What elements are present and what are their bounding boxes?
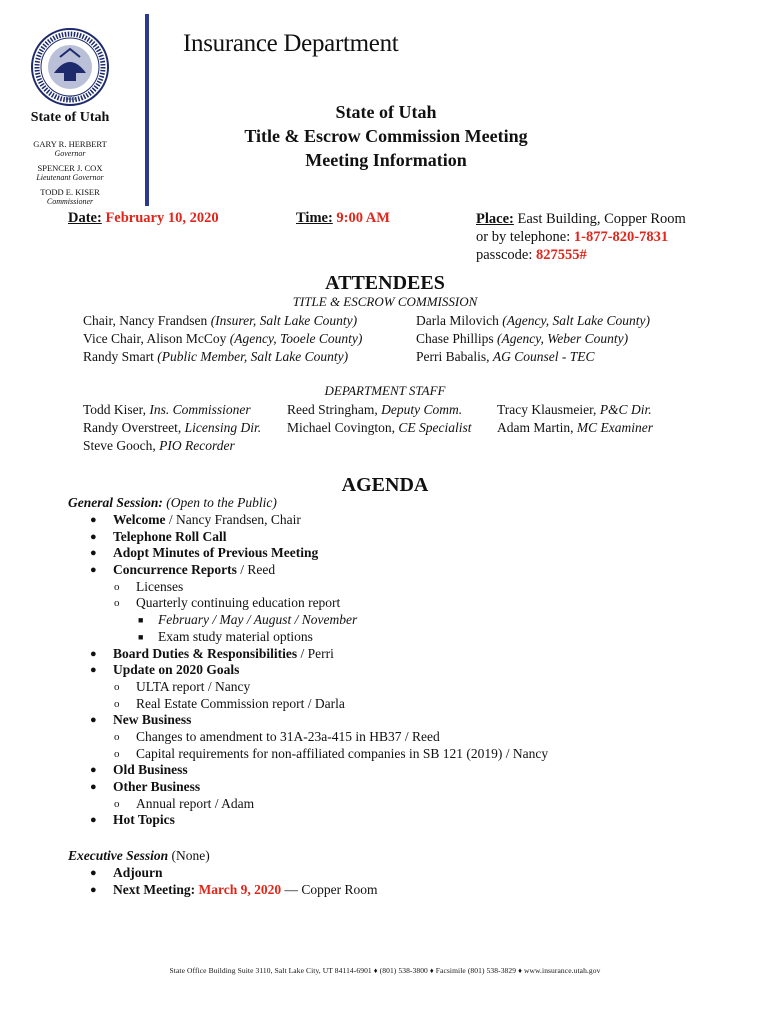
staff-column-2 bbox=[287, 401, 472, 437]
agenda-item-title: Old Business bbox=[113, 762, 188, 778]
executive-session-label bbox=[68, 848, 210, 865]
attendee-name: Adam Martin, bbox=[497, 420, 574, 435]
attendee-name: Todd Kiser, bbox=[83, 402, 147, 417]
agenda-item-title: Other Business bbox=[113, 779, 201, 794]
bullet-icon: ● bbox=[90, 530, 97, 543]
attendee-name: Perri Babalis, bbox=[416, 349, 490, 364]
attendee bbox=[287, 401, 472, 419]
agenda-item-presenter: / Reed bbox=[236, 562, 276, 578]
attendee-name: Chase Phillips bbox=[416, 331, 494, 346]
attendee bbox=[287, 419, 472, 437]
bullet-icon: ● bbox=[90, 867, 97, 879]
phone-number: 1-877-820-7831 bbox=[573, 229, 669, 245]
official-lieutenant-governor bbox=[18, 163, 122, 183]
department-title: Insurance Department bbox=[183, 30, 399, 57]
time-value: 9:00 AM bbox=[336, 210, 390, 226]
attendee-role: (Agency, Salt Lake County) bbox=[502, 313, 650, 328]
meeting-heading-line3: Meeting Information bbox=[305, 150, 467, 170]
bullet-icon: ● bbox=[90, 647, 97, 660]
executive-session-note: (None) bbox=[171, 848, 210, 863]
attendee-role: (Public Member, Salt Lake County) bbox=[157, 349, 349, 364]
attendee bbox=[416, 312, 650, 330]
agenda-item-text bbox=[113, 712, 191, 729]
attendees-heading: ATTENDEES bbox=[325, 272, 445, 294]
place-value: East Building, Copper Room bbox=[517, 211, 686, 227]
agenda-item-title: Adopt Minutes of Previous Meeting bbox=[113, 545, 319, 561]
agenda-item-title: Update on 2020 Goals bbox=[113, 662, 240, 678]
bullet-icon: ● bbox=[90, 714, 97, 727]
circle-bullet-icon: o bbox=[114, 597, 120, 610]
agenda-item-title: Concurrence Reports bbox=[113, 562, 237, 578]
official-governor bbox=[18, 139, 122, 159]
date-value: February 10, 2020 bbox=[105, 210, 219, 226]
attendee-name: Darla Milovich bbox=[416, 313, 499, 328]
phone-prefix: or by telephone: bbox=[476, 229, 571, 245]
attendee-role: (Agency, Tooele County) bbox=[229, 331, 363, 346]
attendee-role: CE Specialist bbox=[398, 420, 472, 435]
attendee bbox=[83, 330, 362, 348]
circle-bullet-icon: o bbox=[114, 580, 120, 593]
agenda-item-title: Hot Topics bbox=[113, 812, 175, 828]
commission-heading: TITLE & ESCROW COMMISSION bbox=[292, 294, 478, 309]
official-role: Commissioner bbox=[46, 197, 94, 206]
attendee-role: AG Counsel - TEC bbox=[492, 349, 595, 364]
meeting-date bbox=[68, 210, 219, 227]
state-seal-logo bbox=[30, 27, 110, 107]
meeting-heading-line2: Title & Escrow Commission Meeting bbox=[244, 126, 528, 146]
meeting-heading bbox=[210, 100, 562, 172]
bullet-icon: ● bbox=[90, 883, 97, 896]
agenda-item-text bbox=[113, 562, 275, 579]
agenda-item-title: Welcome bbox=[113, 512, 166, 527]
official-name: TODD E. KISER bbox=[40, 187, 100, 197]
executive-session-title: Executive Session bbox=[68, 848, 169, 863]
attendee bbox=[83, 419, 261, 437]
staff-column-3 bbox=[497, 401, 653, 437]
attendee bbox=[83, 348, 362, 366]
agenda-item-text bbox=[113, 529, 227, 546]
agenda-subitem-text: Capital requirements for non-affiliated companies in SB 121 (2019) / Nancy bbox=[136, 745, 549, 761]
agenda-subitem-text: February / May / August / November bbox=[158, 612, 358, 628]
adjourn-item: Adjourn bbox=[113, 865, 163, 880]
attendee-role: PIO Recorder bbox=[159, 438, 235, 453]
next-meeting-date: March 9, 2020 bbox=[198, 881, 282, 897]
official-role: Lieutenant Governor bbox=[36, 173, 104, 182]
general-session-title: General Session: bbox=[68, 495, 163, 510]
footer-contact: State Office Building Suite 3110, Salt Lake City, UT 84114-6901 ♦ (801) 538-3800 ♦ Facsimile (801) 538-3829 ♦ www.insurance.utah.gov bbox=[169, 966, 601, 975]
bullet-icon: ● bbox=[90, 514, 97, 526]
attendee bbox=[497, 401, 653, 419]
agenda-subitem-text: Licenses bbox=[136, 578, 184, 594]
attendee bbox=[83, 312, 362, 330]
state-label: State of Utah bbox=[30, 110, 110, 125]
agenda-subitem-text: ULTA report / Nancy bbox=[136, 678, 251, 694]
official-name: GARY R. HERBERT bbox=[33, 139, 107, 149]
bullet-icon: ● bbox=[90, 547, 97, 560]
circle-bullet-icon: o bbox=[114, 797, 120, 810]
agenda-item-presenter: / Perri bbox=[297, 645, 334, 661]
circle-bullet-icon: o bbox=[114, 730, 120, 743]
attendee-role: MC Examiner bbox=[576, 420, 653, 435]
attendee-name: Tracy Klausmeier, bbox=[497, 402, 597, 417]
agenda-item-title: Telephone Roll Call bbox=[113, 528, 227, 544]
attendee-name: Randy Overstreet, bbox=[83, 420, 182, 435]
agenda-item-presenter: / Nancy Frandsen, Chair bbox=[165, 512, 301, 527]
attendee-role: Licensing Dir. bbox=[184, 420, 262, 435]
general-session-label bbox=[68, 495, 277, 512]
agenda-subitem-text: Exam study material options bbox=[158, 628, 313, 644]
attendee-name: Reed Stringham, bbox=[287, 402, 378, 417]
agenda-subitem-text: Quarterly continuing education report bbox=[136, 595, 341, 611]
agenda-item-title: Board Duties & Responsibilities bbox=[113, 645, 298, 661]
next-meeting-location: — Copper Room bbox=[284, 881, 378, 897]
header-divider bbox=[145, 14, 149, 206]
attendee-name: Vice Chair, Alison McCoy bbox=[83, 331, 227, 346]
agenda-item-text bbox=[113, 812, 175, 829]
agenda-item-text bbox=[113, 512, 301, 529]
attendee-role: Deputy Comm. bbox=[381, 402, 463, 417]
attendee-role: P&C Dir. bbox=[599, 402, 652, 417]
agenda-item-title: New Business bbox=[113, 712, 192, 728]
official-name: SPENCER J. COX bbox=[37, 163, 103, 173]
bullet-icon: ● bbox=[90, 764, 97, 777]
circle-bullet-icon: o bbox=[114, 697, 120, 710]
attendee-name: Randy Smart bbox=[83, 349, 154, 364]
passcode-prefix: passcode: bbox=[476, 247, 533, 263]
attendee-name: Steve Gooch, bbox=[83, 438, 156, 453]
attendee bbox=[83, 401, 261, 419]
next-meeting-label: Next Meeting: bbox=[113, 881, 196, 897]
attendee bbox=[416, 348, 650, 366]
general-session-note: (Open to the Public) bbox=[166, 495, 277, 510]
attendee bbox=[83, 437, 261, 455]
meeting-heading-line1: State of Utah bbox=[335, 102, 437, 122]
bullet-icon: ● bbox=[90, 664, 97, 677]
square-bullet-icon: ■ bbox=[138, 615, 144, 626]
attendee bbox=[497, 419, 653, 437]
meeting-place bbox=[476, 210, 686, 264]
meeting-time bbox=[296, 210, 390, 227]
bullet-icon: ● bbox=[90, 781, 97, 793]
attendee-name: Michael Covington, bbox=[287, 420, 395, 435]
staff-column-1 bbox=[83, 401, 261, 455]
place-label: Place: bbox=[476, 211, 514, 227]
attendee-role: (Agency, Weber County) bbox=[497, 331, 629, 346]
agenda-subitem-text: Annual report / Adam bbox=[136, 795, 255, 811]
bullet-icon: ● bbox=[90, 814, 97, 827]
time-label: Time: bbox=[296, 210, 333, 226]
attendee-role: Ins. Commissioner bbox=[149, 402, 251, 417]
attendee-name: Chair, Nancy Frandsen bbox=[83, 313, 208, 328]
passcode-value: 827555# bbox=[536, 247, 587, 263]
agenda-item-text bbox=[113, 762, 188, 779]
attendee bbox=[416, 330, 650, 348]
commission-column-2 bbox=[416, 312, 650, 366]
agenda-subitem-text: Changes to amendment to 31A-23a-415 in HB37 / Reed bbox=[136, 728, 440, 744]
date-label: Date: bbox=[68, 210, 102, 226]
square-bullet-icon: ■ bbox=[138, 631, 144, 642]
attendee-role: (Insurer, Salt Lake County) bbox=[210, 313, 358, 328]
seal-year: 1896 bbox=[65, 97, 75, 102]
staff-heading: DEPARTMENT STAFF bbox=[324, 383, 446, 398]
agenda-heading: AGENDA bbox=[341, 474, 429, 496]
agenda-item-text bbox=[113, 545, 318, 562]
circle-bullet-icon: o bbox=[114, 680, 120, 693]
agenda-item-text bbox=[113, 662, 239, 679]
agenda-item-text bbox=[113, 779, 200, 796]
circle-bullet-icon: o bbox=[114, 747, 120, 760]
official-role: Governor bbox=[54, 149, 86, 158]
commission-column-1 bbox=[83, 312, 362, 366]
agenda-subitem-text: Real Estate Commission report / Darla bbox=[136, 695, 345, 711]
agenda-item-text bbox=[113, 646, 334, 663]
bullet-icon: ● bbox=[90, 564, 97, 577]
official-commissioner bbox=[18, 187, 122, 207]
